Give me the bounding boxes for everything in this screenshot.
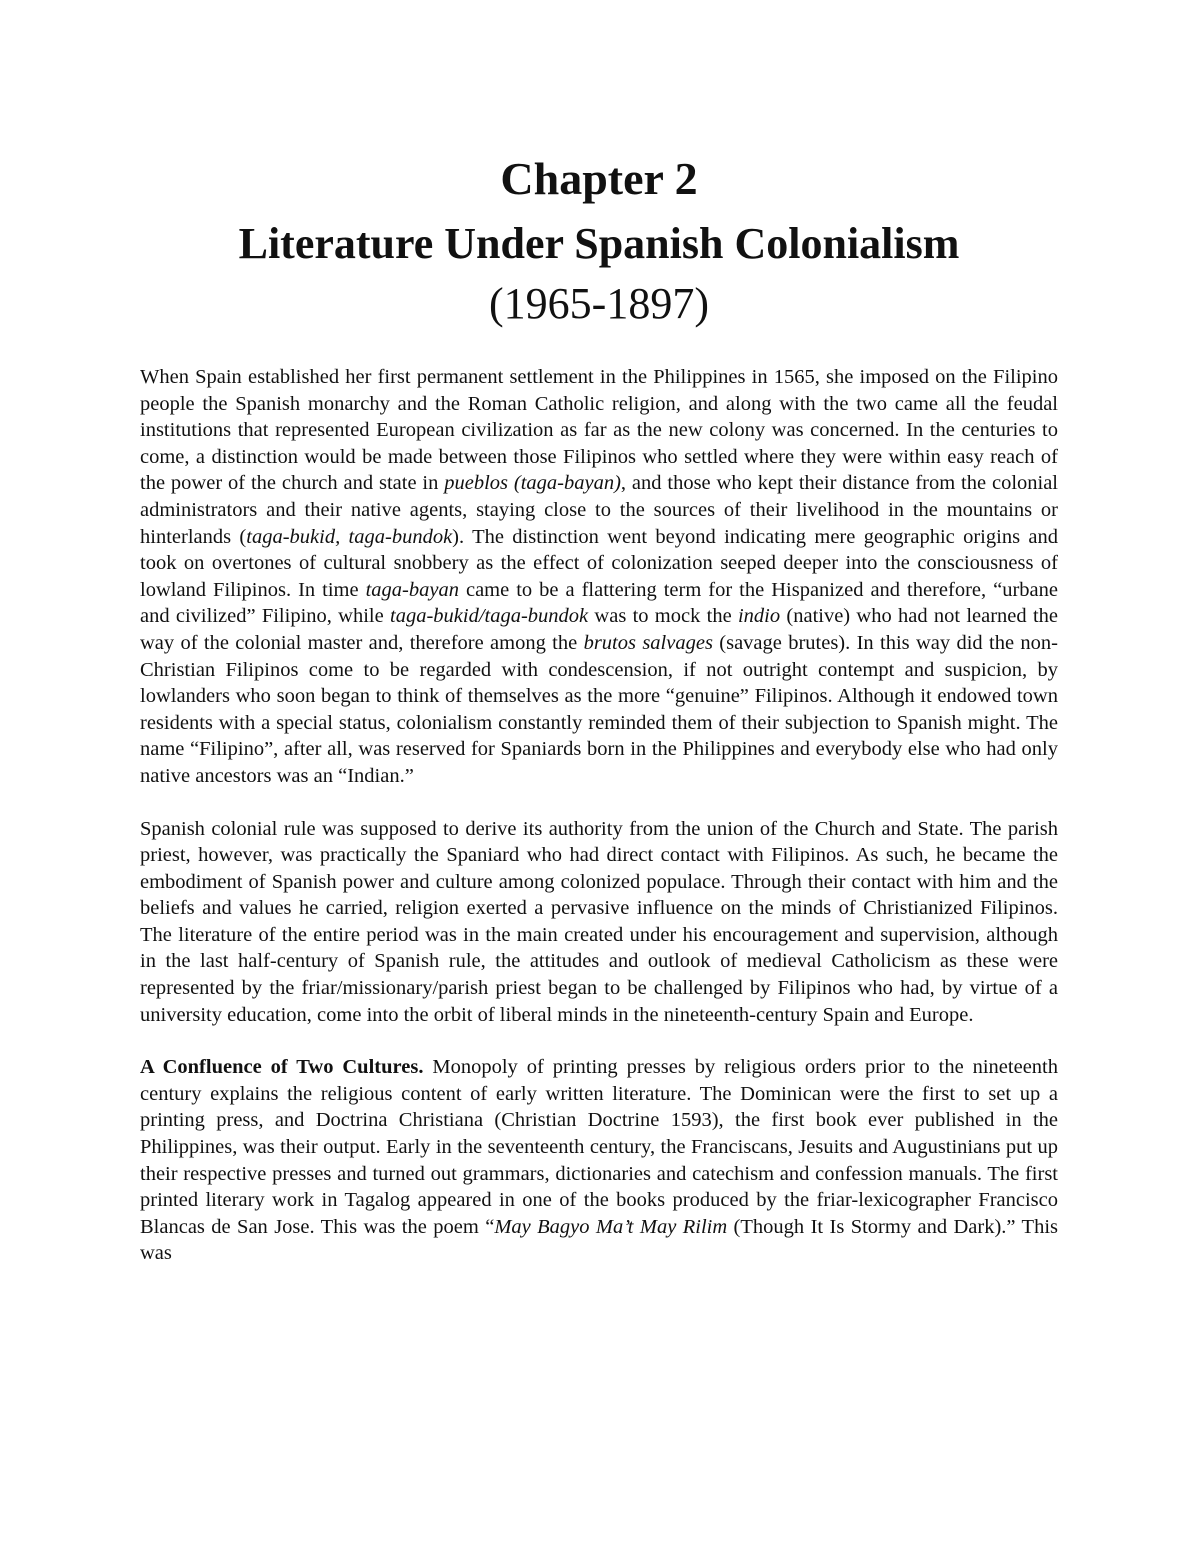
chapter-number: Chapter 2	[500, 153, 698, 204]
italic-term: May Bagyo Ma’t May Rilim	[494, 1215, 728, 1238]
chapter-title: Literature Under Spanish Colonialism	[238, 219, 960, 268]
section-heading: A Confluence of Two Cultures.	[140, 1056, 424, 1079]
text-run: (Though It Is Stormy and Dark).” This was	[140, 1215, 1058, 1265]
text-run: (native) who had not learned the way of the colonial master and, therefore among the	[140, 605, 1058, 654]
italic-term: taga-bukid, taga-bundok	[246, 525, 453, 548]
body-paragraph-1	[140, 364, 1058, 790]
text-run: When Spain established her first permanent settlement in the Philippines in 1565, she imposed on the Filipino people the Spanish monarchy and the Roman Catholic religion, and along with the two came all the feudal institutions that represented European civilization as far as the new colony was concerned. In the centuries to come, a distinction would be made between those Filipinos who settled where they were within easy reach of the power of the church and state in	[140, 366, 1058, 495]
italic-term: brutos salvages	[583, 631, 713, 654]
italic-term: taga-bayan	[365, 578, 459, 601]
document-page	[140, 150, 1058, 1293]
italic-term: pueblos (taga-bayan)	[444, 472, 621, 495]
chapter-years: (1965-1897)	[489, 279, 709, 328]
body-paragraph-2	[140, 816, 1058, 1029]
italic-term: taga-bukid/taga-bundok	[390, 605, 589, 628]
body-paragraph-3	[140, 1054, 1058, 1267]
text-run: , and those who kept their distance from the colonial administrators and their native agents, staying close to the sources of their livelihood in the mountains or hinterlands (	[140, 472, 1059, 548]
text-run: Monopoly of printing presses by religious orders prior to the nineteenth century explains the religious content of early written literature. The Dominican were the first to set up a printing press, and Doctrina Christiana (Christian Doctrine 1593), the first book ever published in the Philippines, was their output. Early in the seventeenth century, the Franciscans, Jesuits and Augustinians put up their respective presses and turned out grammars, dictionaries and catechism and confession manuals. The first printed literary work in Tagalog appeared in one of the books produced by the friar-lexicographer Francisco Blancas de San Jose. This was the poem “	[140, 1056, 1058, 1238]
italic-term: indio	[737, 605, 781, 628]
text-run: came to be a flattering term for the Hispanized and therefore, “urbane and civilized” Filipino, while	[140, 578, 1059, 628]
text-run: ). The distinction went beyond indicating mere geographic origins and took on overtones of cultural snobbery as the effect of colonization seeped deeper into the consciousness of lowland Filipinos. In time	[140, 525, 1058, 601]
text-run: was to mock the	[588, 605, 738, 628]
text-run: (savage brutes). In this way did the non-Christian Filipinos come to be regarded with condescension, if not outright contempt and suspicion, by lowlanders who soon began to think of themselves as the more “genuine” Filipinos. Although it endowed town residents with a special status, colonialism constantly reminded them of their subjection to Spanish might. The name “Filipino”, after all, was reserved for Spaniards born in the Philippines and everybody else who had only native ancestors was an “Indian.”	[140, 631, 1058, 787]
text-run: Spanish colonial rule was supposed to derive its authority from the union of the Church and State. The parish priest, however, was practically the Spaniard who had direct contact with Filipinos. As such, he became the embodiment of Spanish power and culture among colonized populace. Through their contact with him and the beliefs and values he carried, religion exerted a pervasive influence on the minds of Christianized Filipinos. The literature of the entire period was in the main created under his encouragement and supervision, although in the last half-century of Spanish rule, the attitudes and outlook of medieval Catholicism as these were represented by the friar/missionary/parish priest began to be challenged by Filipinos who had, by virtue of a university education, come into the orbit of liberal minds in the nineteenth-century Spain and Europe.	[140, 817, 1058, 1026]
